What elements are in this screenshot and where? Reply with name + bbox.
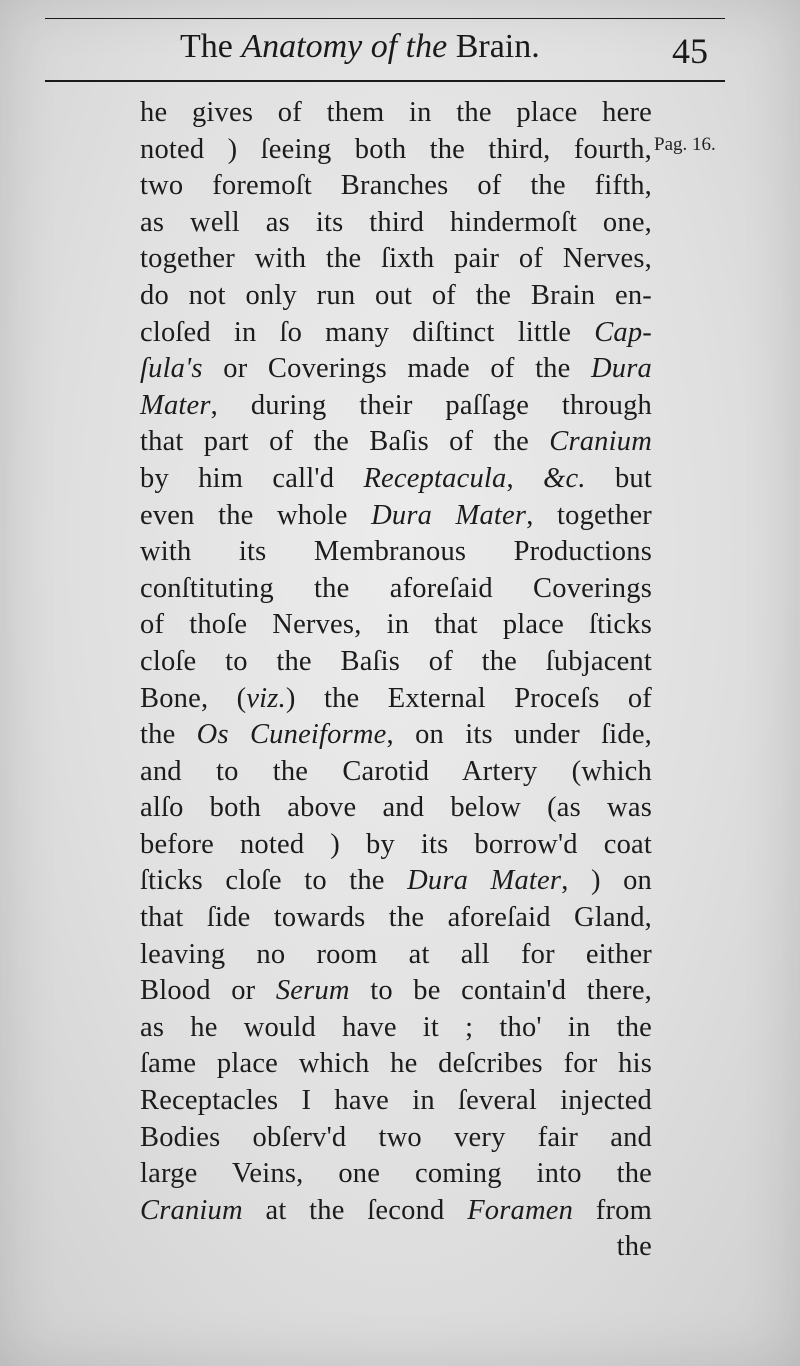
text-run: , ) on (561, 865, 652, 897)
text-line (140, 644, 652, 681)
text-line (140, 973, 652, 1010)
text-line (140, 571, 652, 608)
text-line (140, 534, 652, 571)
text-line (140, 1229, 652, 1266)
text-line (140, 388, 652, 425)
text-line (140, 1083, 652, 1120)
italic-run: Dura (591, 353, 652, 385)
text-run: as well as its third hindermoſt one, (140, 206, 652, 238)
text-run: conſtituting the aforeſaid Coverings (140, 572, 652, 604)
running-head-italic: Anatomy of the (241, 28, 448, 65)
text-run: the (140, 719, 197, 751)
text-line (140, 315, 652, 352)
text-run: that ſide towards the aforeſaid Gland, (140, 902, 652, 934)
text-line (140, 241, 652, 278)
text-line (140, 681, 652, 718)
text-run: from (573, 1194, 652, 1226)
text-run: before noted ) by its borrow'd coat (140, 828, 652, 860)
body-text (140, 95, 652, 1266)
text-run: of thoſe Nerves, in that place ſticks (140, 609, 652, 641)
text-line (140, 900, 652, 937)
text-run: ſame place which he deſcribes for his (140, 1048, 652, 1080)
italic-run: Cap- (594, 316, 652, 348)
text-line (140, 863, 652, 900)
text-run: , on its under ſide, (386, 719, 652, 751)
text-run: Bodies obſerv'd two very fair and (140, 1121, 652, 1153)
italic-run: Cranium (549, 426, 652, 458)
text-line (140, 607, 652, 644)
header-bottom-rule (45, 80, 725, 82)
text-run: alſo both above and below (as was (140, 792, 652, 824)
text-run: noted ) ſeeing both the third, fourth, (140, 133, 652, 165)
text-run: , during their paſſage through (210, 389, 652, 421)
text-run: leaving no room at all for either (140, 938, 652, 970)
text-run: even the whole (140, 499, 372, 531)
text-run: do not only run out of the Brain en- (140, 279, 652, 311)
italic-run: Cranium (140, 1194, 243, 1226)
text-line (140, 1120, 652, 1157)
text-run: together with the ſixth pair of Nerves, (140, 243, 652, 275)
text-run: two foremoſt Branches of the fifth, (140, 170, 652, 202)
text-run: at the ſecond (242, 1194, 468, 1226)
text-run: but (585, 462, 652, 494)
text-run: , together (526, 499, 652, 531)
text-line (140, 278, 652, 315)
text-line (140, 205, 652, 242)
text-run: , (506, 462, 544, 494)
text-line (140, 937, 652, 974)
italic-run: Serum (275, 975, 350, 1007)
running-head-part1: The (180, 28, 242, 65)
italic-run: Mater (140, 389, 211, 421)
text-line (140, 754, 652, 791)
italic-run: Os Cuneiforme (196, 719, 387, 751)
text-run: Bone, ( (140, 682, 247, 714)
header-top-rule (45, 18, 725, 19)
running-head-part2: Brain. (447, 28, 540, 65)
text-run: he gives of them in the place here (140, 97, 652, 128)
text-line (140, 424, 652, 461)
text-line (140, 1156, 652, 1193)
text-run: and to the Carotid Artery (which (140, 755, 652, 787)
italic-run: Receptacula (363, 462, 507, 494)
text-run: large Veins, one coming into the (140, 1158, 652, 1190)
text-line (140, 498, 652, 535)
text-run: Blood or (140, 975, 276, 1007)
text-run: as he would have it ; tho' in the (140, 1011, 652, 1043)
italic-run: &c. (543, 462, 586, 494)
text-line (140, 95, 652, 132)
italic-run: Foramen (467, 1194, 574, 1226)
italic-run: viz. (246, 682, 286, 714)
text-run: that part of the Baſis of the (140, 426, 550, 458)
text-line (140, 1193, 652, 1230)
italic-run: Dura Mater (371, 499, 527, 531)
text-line (140, 790, 652, 827)
text-line (140, 168, 652, 205)
text-line (140, 351, 652, 388)
running-head (180, 28, 540, 66)
italic-run: ſula's (140, 353, 203, 385)
text-run: with its Membranous Productions (140, 536, 652, 568)
text-run: cloſed in ſo many diſtinct little (140, 316, 595, 348)
text-run: Receptacles I have in ſeveral injected (140, 1085, 652, 1117)
text-line (140, 132, 652, 169)
text-line (140, 1046, 652, 1083)
margin-note: Pag. 16. (654, 134, 716, 155)
text-line (140, 1010, 652, 1047)
text-line (140, 827, 652, 864)
text-run: or Coverings made of the (202, 353, 592, 385)
text-run: by him call'd (140, 462, 364, 494)
text-run: to be contain'd there, (349, 975, 652, 1007)
page-number: 45 (672, 31, 708, 71)
text-run: ) the External Proceſs of (285, 682, 652, 714)
text-line (140, 717, 652, 754)
text-run: cloſe to the Baſis of the ſubjacent (140, 645, 652, 677)
text-run: ſticks cloſe to the (140, 865, 408, 897)
text-run: the (616, 1231, 652, 1263)
italic-run: Dura Mater (407, 865, 562, 897)
text-line (140, 461, 652, 498)
